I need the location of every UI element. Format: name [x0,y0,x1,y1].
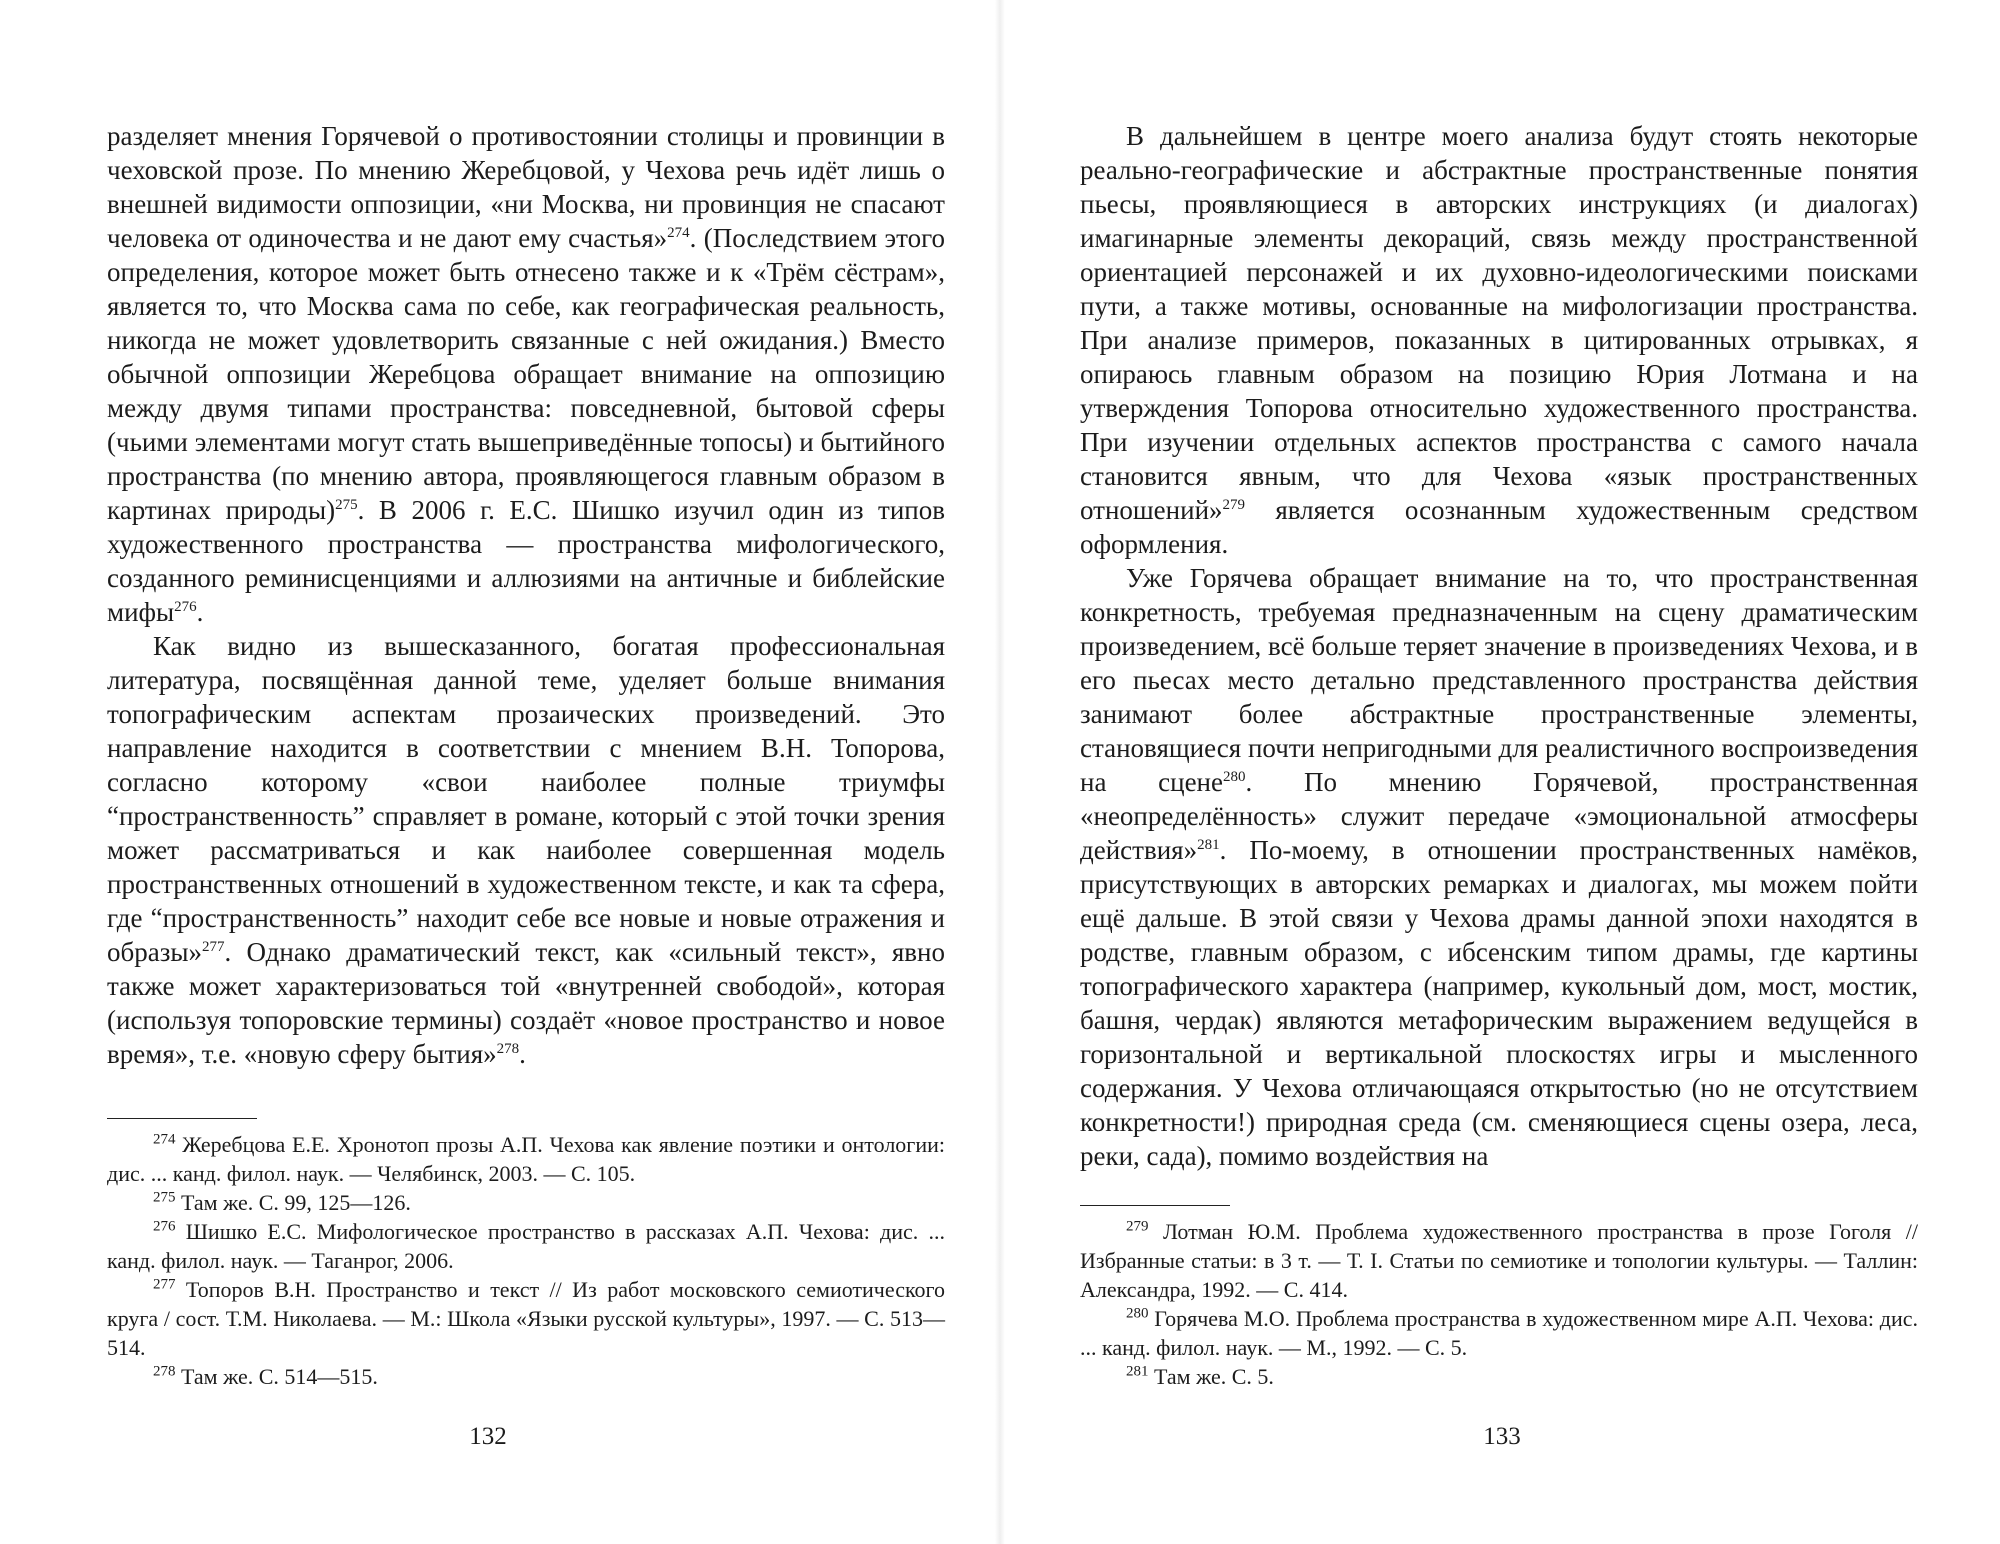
text-run: является осознанным художественным средством оформления. [1080,495,1918,559]
footnote-lf274 [107,1130,945,1188]
text-run: Как видно из вышесказанного, богатая профессиональная литература, посвящённая данной теме, уделяет больше внимания топографическим аспектам прозаических произведений. Это направление находится в соответствии с мнением В.Н. Топорова, согласно которому «свои наиболее полные триумфы “пространственность” справляет в романе, который с этой точки зрения может рассматриваться и как наиболее совершенная модель пространственных отношений в художественном тексте, и как та сфера, где “пространственность” находит себе все новые и новые отражения и образы» [107,631,945,967]
footnote-lf275 [107,1188,945,1217]
right-page-body [1080,119,1918,1173]
footnote-text: Жеребцова Е.Е. Хронотоп прозы А.П. Чехова как явление поэтики и онтологии: дис. ... канд. филол. наук. — Челябинск, 2003. — С. 105. [107,1132,945,1186]
right-page [1000,0,2000,1544]
left-page-footnotes [107,1130,945,1391]
footnote-ref: 280 [1223,769,1246,785]
footnote-text: Там же. С. 5. [1148,1364,1274,1389]
footnote-number: 281 [1126,1363,1149,1380]
text-run: . В 2006 г. Е.С. Шишко изучил один из типов художественного пространства — пространства мифологического, созданного реминисценциями и аллюзиями на античные и библейские мифы [107,495,946,627]
text-run: . По-моему, в отношении пространственных намёков, присутствующих в авторских ремарках и диалогах, мы можем пойти ещё дальше. В этой связи у Чехова драмы данной эпохи находятся в родстве, главным образом, с ибсенским типом драмы, где картины топографического характера (например, кукольный дом, мост, мостик, башня, чердак) являются метафорическим выражением ведущейся в горизонтальной и вертикальной плоскостях игры и мысленного содержания. У Чехова отличающаяся открытостью (но не отсутствием конкретности!) природная среда (см. сменяющиеся сцены озера, леса, реки, сада), помимо воздействия на [1080,835,1918,1171]
footnote-ref: 278 [496,1041,520,1057]
footnote-text: Там же. С. 514—515. [175,1364,378,1389]
footnote-text: Горячева М.О. Проблема пространства в художественном мире А.П. Чехова: дис. ... канд. филол. наук. — М., 1992. — С. 5. [1080,1306,1918,1360]
text-run: . [519,1039,526,1069]
paragraph-lp2 [107,629,945,1071]
footnote-ref: 275 [335,497,358,513]
text-run: В дальнейшем в центре моего анализа будут стоять некоторые реально-географические и абстрактные пространственные понятия пьесы, проявляющиеся в авторских инструкциях (и диалогах) имагинарные элементы декораций, связь между пространственной ориентацией персонажей и их духовно-идеологическими поисками пути, а также мотивы, основанные на мифологизации пространства. При анализе примеров, показанных в цитированных отрывках, я опираюсь главным образом на позицию Юрия Лотмана и на утверждения Топорова относительно художественного пространства. При изучении отдельных аспектов пространства с самого начала становится явным, что для Чехова «язык пространственных отношений» [1080,121,1918,525]
footnote-number: 274 [153,1131,176,1148]
footnote-lf277 [107,1275,945,1362]
footnote-number: 279 [1126,1218,1149,1235]
footnote-rf280 [1080,1304,1918,1362]
text-run: разделяет мнения Горячевой о противостоянии столицы и провинции в чеховской прозе. По мнению Жеребцовой, у Чехова речь идёт лишь о внешней видимости оппозиции, «ни Москва, ни провинция не спасают человека от одиночества и не дают ему счастья» [107,121,945,253]
text-run: . По мнению Горячевой, пространственная «неопределённость» служит передаче «эмоциональной атмосферы действия» [1080,767,1918,865]
footnote-number: 276 [153,1218,176,1235]
left-page-number: 132 [469,1423,507,1450]
left-page-body [107,119,945,1071]
right-footnote-rule [1080,1205,1230,1206]
text-run: . (Последствием этого определения, которое может быть отнесено также и к «Трём сёстрам», является то, что Москва сама по себе, как географическая реальность, никогда не может удовлетворить связанные с ней ожидания.) Вместо обычной оппозиции Жеребцова обращает внимание на оппозицию между двумя типами пространства: повседневной, бытовой сферы (чьими элементами могут стать вышеприведённые топосы) и бытийного пространства (по мнению автора, проявляющегося главным образом в картинах природы) [107,223,945,525]
footnote-number: 278 [153,1363,176,1380]
footnote-text: Лотман Ю.М. Проблема художественного пространства в прозе Гоголя // Избранные статьи: в 3 т. — Т. I. Статьи по семиотике и топологии культуры. — Таллин: Александра, 1992. — С. 414. [1080,1219,1918,1302]
footnote-number: 275 [153,1189,176,1206]
footnote-text: Шишко Е.С. Мифологическое пространство в рассказах А.П. Чехова: дис. ... канд. филол. наук. — Таганрог, 2006. [107,1219,945,1273]
footnote-ref: 281 [1197,837,1220,853]
footnote-ref: 276 [174,599,197,615]
footnote-text: Топоров В.Н. Пространство и текст // Из работ московского семиотического круга / сост. Т.М. Николаева. — М.: Школа «Языки русской культуры», 1997. — С. 513—514. [107,1277,945,1360]
footnote-number: 280 [1126,1305,1149,1322]
footnote-ref: 277 [202,939,225,955]
text-run: . [196,597,204,627]
text-run: . Однако драматический текст, как «сильный текст», явно также может характеризоваться той «внутренней свободой», которая (используя топоровские термины) создаёт «новое пространство и новое время», т.е. «новую сферу бытия» [107,937,945,1069]
left-footnote-rule [107,1118,257,1119]
paragraph-rp1 [1080,119,1918,561]
footnote-lf278 [107,1362,945,1391]
footnote-text: Там же. С. 99, 125—126. [175,1190,411,1215]
footnote-number: 277 [153,1276,176,1293]
right-page-number: 133 [1483,1423,1521,1450]
right-page-footnotes [1080,1217,1918,1391]
paragraph-rp2 [1080,561,1918,1173]
footnote-rf279 [1080,1217,1918,1304]
paragraph-lp1 [107,119,945,629]
text-run: Уже Горячева обращает внимание на то, что пространственная конкретность, требуемая предназначенным на сцену драматическим произведением, всё больше теряет значение в произведениях Чехова, и в его пьесах место детально представленного пространства действия занимают более абстрактные пространственные элементы, становящиеся почти непригодными для реалистичного воспроизведения на сцене [1080,563,1918,797]
footnote-lf276 [107,1217,945,1275]
footnote-rf281 [1080,1362,1918,1391]
footnote-ref: 274 [667,225,690,241]
footnote-ref: 279 [1222,497,1246,513]
